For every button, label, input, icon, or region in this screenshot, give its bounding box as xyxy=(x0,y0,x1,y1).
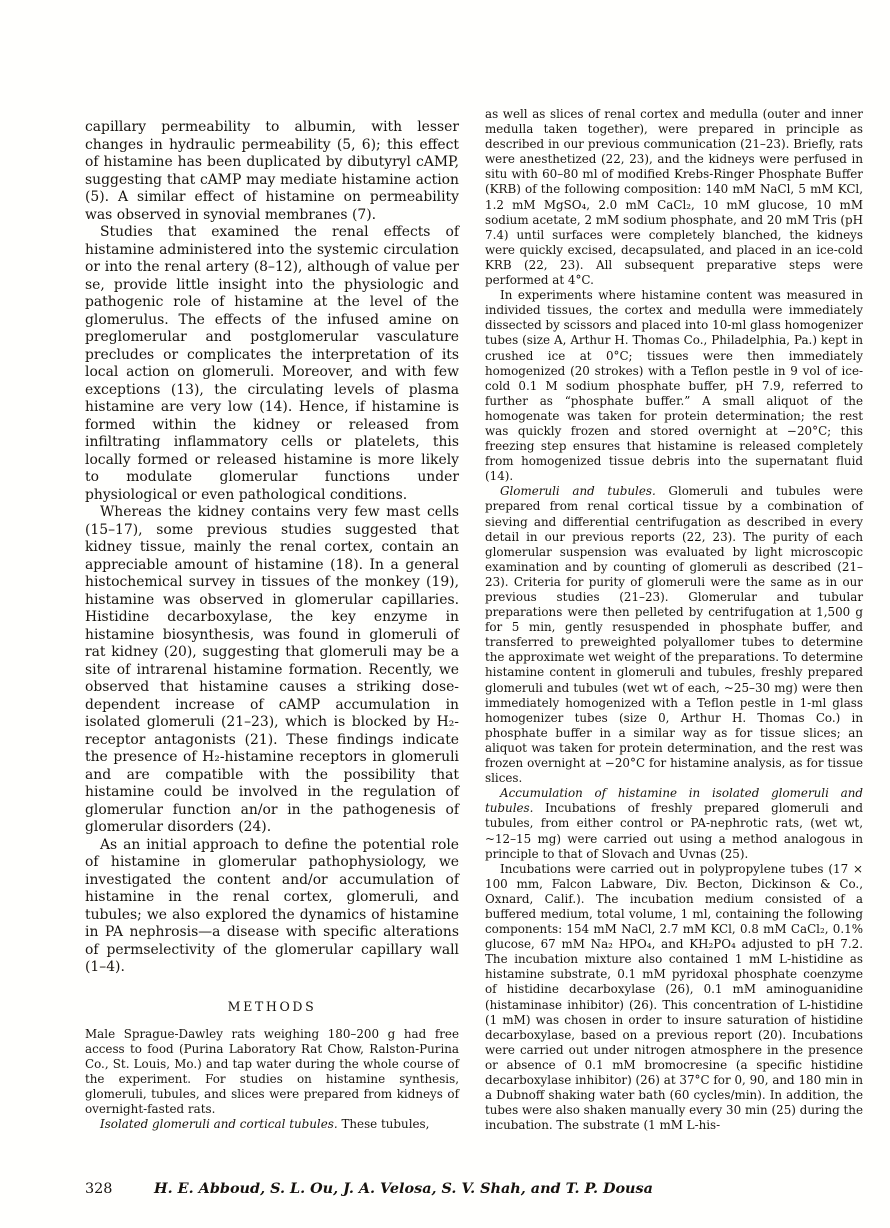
run-in-heading: Glomeruli and tubules. xyxy=(500,484,656,499)
page-number: 328 xyxy=(85,1181,113,1197)
methods-paragraph: Incubations were carried out in polypropylene tubes (17 × 100 mm, Falcon Labware, Div. Becton, Dickinson & Co., Oxnard, Calif.). The incubation medium consisted of a buffered medium, total volume, 1 ml, containing the following components: 154 mM NaCl, 2.7 mM KCl, 0.8 mM CaCl₂, 0.1% glucose, 67 mM Na₂ HPO₄, and KH₂PO₄ adjusted to pH 7.2. The incubation mixture also contained 1 mM L-histidine as histamine substrate, 0.1 mM pyridoxal phosphate coenzyme of histidine decarboxylase (26), 0.1 mM aminoguanidine (histaminase inhibitor) (26). This concentration of L-histidine (1 mM) was chosen in order to insure saturation of histidine decarboxylase, based on a previous report (20). Incubations were carried out under nitrogen atmosphere in the presence or absence of 0.1 mM bromocresine (a specific histidine decarboxylase inhibitor) (26) at 37°C for 0, 90, and 180 min in a Dubnoff shaking water bath (60 cycles/min). In addition, the tubes were also shaken manually every 30 min (25) during the incubation. The substrate (1 mM L-his- xyxy=(485,861,863,1133)
run-in-heading: Isolated glomeruli and cortical tubules. xyxy=(100,1117,338,1132)
paragraph-text: Glomeruli and tubules were prepared from renal cortical tissue by a combination of sieving and differential centrifugation as described in every detail in our previous reports (22, 23). The purity of each glomerular suspension was evaluated by light microscopic examination and by counting of glomeruli as described (21–23). Criteria for purity of glomeruli were the same as in our previous studies (21–23). Glomerular and tubular preparations were then pelleted by centrifugation at 1,500 g for 5 min, gently resuspended in phosphate buffer, and transferred to preweighted polyallomer tubes to determine the approximate wet weight of the preparations. To determine histamine content in glomeruli and tubules, freshly prepared glomeruli and tubules (wet wt of each, ~25–30 mg) were then immediately homogenized with a Teflon pestle in 1-ml glass homogenizer tubes (size 0, Arthur H. Thomas Co.) in phosphate buffer in a similar way as for tissue slices; an aliquot was taken for protein determination, and the rest was frozen overnight at −20°C for histamine analysis, as for tissue slices. xyxy=(485,484,863,786)
methods-paragraph: as well as slices of renal cortex and medulla (outer and inner medulla taken together), were prepared in principle as described in our previous communication (21–23). Briefly, rats were anesthetized (22, 23), and the kidneys were perfused in situ with 60–80 ml of modified Krebs-Ringer Phosphate Buffer (KRB) of the following composition: 140 mM NaCl, 5 mM KCl, 1.2 mM MgSO₄, 2.0 mM CaCl₂, 10 mM glucose, 10 mM sodium acetate, 2 mM sodium phosphate, and 20 mM Tris (pH 7.4) until surfaces were completely blanched, the kidneys were quickly excised, decapsulated, and placed in an ice-cold KRB (22, 23). All subsequent preparative steps were performed at 4°C. xyxy=(485,107,863,288)
body-paragraph: Whereas the kidney contains very few mast cells (15–17), some previous studies suggested that kidney tissue, mainly the renal cortex, contain an appreciable amount of histamine (18). In a general histochemical survey in tissues of the monkey (19), histamine was observed in glomerular capillaries. Histidine decarboxylase, the key enzyme in histamine biosynthesis, was found in glomeruli of rat kidney (20), suggesting that glomeruli may be a site of intrarenal histamine formation. Recently, we observed that histamine causes a striking dose-dependent increase of cAMP accumulation in isolated glomeruli (21–23), which is blocked by H₂-receptor antagonists (21). These findings indicate the presence of H₂-histamine receptors in glomeruli and are compatible with the possibility that histamine could be involved in the regulation of glomerular function an/or in the pathogenesis of glomerular disorders (24). xyxy=(85,504,459,835)
left-column xyxy=(85,107,459,1133)
body-paragraph: As an initial approach to define the potential role of histamine in glomerular pathophysiology, we investigated the content and/or accumulation of histamine in the renal cortex, glomeruli, and tubules; we also explored the dynamics of histamine in PA nephrosis—a disease with specific alterations of permselectivity of the glomerular capillary wall (1–4). xyxy=(85,836,459,975)
body-paragraph: Studies that examined the renal effects of histamine administered into the systemic circulation or into the renal artery (8–12), although of value per se, provide little insight into the physiologic and pathogenic role of histamine at the level of the glomerulus. The effects of the infused amine on preglomerular and postglomerular vasculature precludes or complicates the interpretation of its local action on glomeruli. Moreover, and with few exceptions (13), the circulating levels of plasma histamine are very low (14). Hence, if histamine is formed within the kidney or released from infiltrating inflammatory cells or platelets, this locally formed or released histamine is more likely to modulate glomerular functions under physiological or even pathological conditions. xyxy=(85,224,459,503)
methods-paragraph xyxy=(85,1117,459,1132)
run-in-heading: Accumulation of histamine in isolated glomeruli and tubules. xyxy=(485,786,863,816)
footer-authors: H. E. Abboud, S. L. Ou, J. A. Velosa, S. V. Shah, and T. P. Dousa xyxy=(154,1180,653,1197)
methods-paragraph: Male Sprague-Dawley rats weighing 180–200 g had free access to food (Purina Laboratory Rat Chow, Ralston-Purina Co., St. Louis, Mo.) and tap water during the whole course of the experiment. For studies on histamine synthesis, glomeruli, tubules, and slices were prepared from kidneys of overnight-fasted rats. xyxy=(85,1026,459,1116)
right-column xyxy=(485,107,863,1133)
methods-paragraph: In experiments where histamine content was measured in individed tissues, the cortex and medulla were immediately dissected by scissors and placed into 10-ml glass homogenizer tubes (size A, Arthur H. Thomas Co., Philadelphia, Pa.) kept in crushed ice at 0°C; tissues were then immediately homogenized (20 strokes) with a Teflon pestle in 9 vol of ice-cold 0.1 M sodium phosphate buffer, pH 7.9, referred to further as “phosphate buffer.” A small aliquot of the homogenate was taken for protein determination; the rest was quickly frozen and stored overnight at −20°C; this freezing step ensures that histamine is released completely from homogenized tissue debris into the supernatant fluid (14). xyxy=(485,288,863,484)
methods-paragraph xyxy=(485,484,863,786)
paragraph-text: Incubations of freshly prepared glomeruli and tubules, from either control or PA-nephrotic rats, (wet wt, ~12–15 mg) were carried out using a method analogous in principle to that of Slovach and Uvnas (25). xyxy=(485,801,864,861)
page-footer xyxy=(85,1180,863,1197)
paragraph-text: These tubules, xyxy=(341,1117,430,1132)
body-paragraph: capillary permeability to albumin, with lesser changes in hydraulic permeability (5, 6); this effect of histamine has been duplicated by dibutyryl cAMP, suggesting that cAMP may mediate histamine action (5). A similar effect of histamine on permeability was observed in synovial membranes (7). xyxy=(85,119,459,223)
two-column-body xyxy=(85,107,863,1133)
methods-paragraph xyxy=(485,786,863,861)
methods-section-heading: METHODS xyxy=(227,998,317,1014)
